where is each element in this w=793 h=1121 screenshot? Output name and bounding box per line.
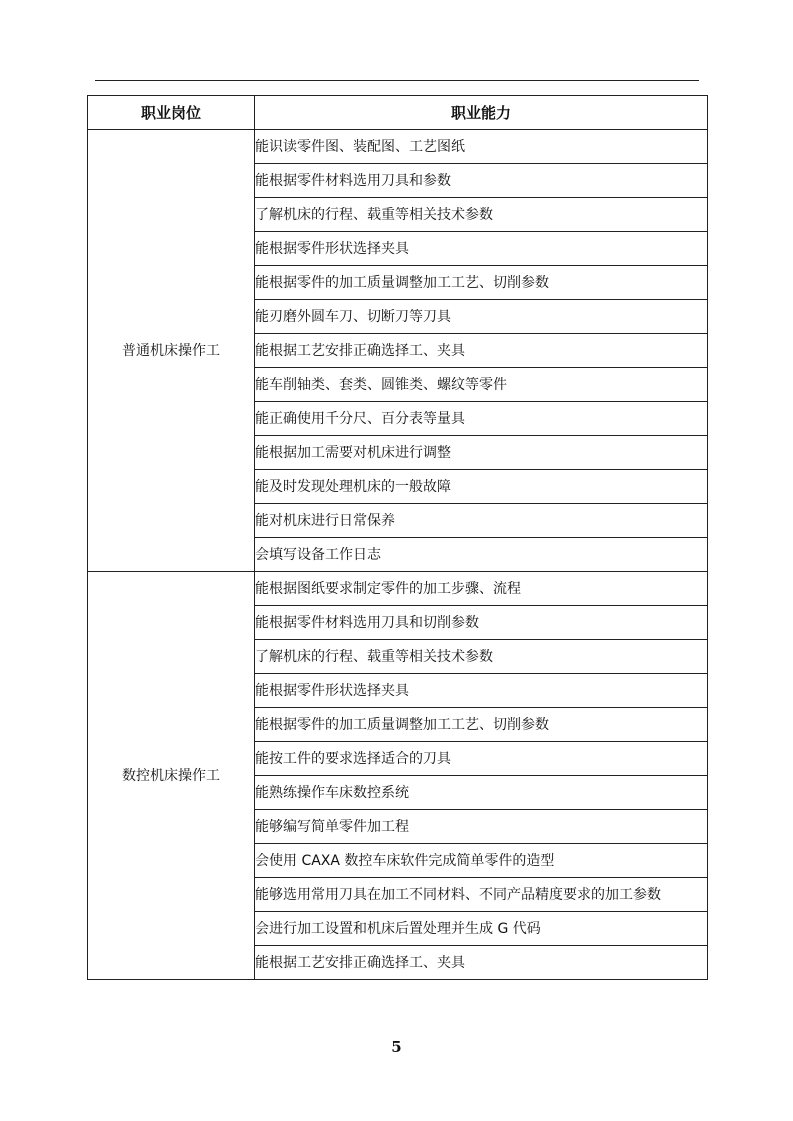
position-cell-cnc-machine-operator: 数控机床操作工 bbox=[88, 572, 255, 980]
ability-cell: 能根据零件材料选用刀具和参数 bbox=[255, 164, 708, 198]
table-header-row bbox=[88, 96, 708, 130]
ability-cell: 会使用 CAXA 数控车床软件完成简单零件的造型 bbox=[255, 844, 708, 878]
ability-cell: 了解机床的行程、载重等相关技术参数 bbox=[255, 640, 708, 674]
table-row bbox=[88, 572, 708, 606]
ability-cell: 能车削轴类、套类、圆锥类、螺纹等零件 bbox=[255, 368, 708, 402]
header-ability: 职业能力 bbox=[255, 96, 708, 130]
position-cell-general-machine-operator: 普通机床操作工 bbox=[88, 130, 255, 572]
career-ability-table bbox=[87, 95, 708, 980]
ability-cell: 能根据零件形状选择夹具 bbox=[255, 674, 708, 708]
ability-cell: 能根据工艺安排正确选择工、夹具 bbox=[255, 946, 708, 980]
ability-cell: 能对机床进行日常保养 bbox=[255, 504, 708, 538]
page-number: 5 bbox=[391, 1038, 402, 1056]
ability-cell: 能刃磨外圆车刀、切断刀等刀具 bbox=[255, 300, 708, 334]
ability-cell: 能根据零件的加工质量调整加工工艺、切削参数 bbox=[255, 708, 708, 742]
header-position: 职业岗位 bbox=[88, 96, 255, 130]
ability-cell: 了解机床的行程、载重等相关技术参数 bbox=[255, 198, 708, 232]
ability-cell: 能根据零件的加工质量调整加工工艺、切削参数 bbox=[255, 266, 708, 300]
ability-cell: 能够选用常用刀具在加工不同材料、不同产品精度要求的加工参数 bbox=[255, 878, 708, 912]
ability-cell: 能根据加工需要对机床进行调整 bbox=[255, 436, 708, 470]
ability-cell: 能正确使用千分尺、百分表等量具 bbox=[255, 402, 708, 436]
ability-cell: 能及时发现处理机床的一般故障 bbox=[255, 470, 708, 504]
ability-cell: 能根据零件材料选用刀具和切削参数 bbox=[255, 606, 708, 640]
ability-cell: 会填写设备工作日志 bbox=[255, 538, 708, 572]
header-rule bbox=[95, 80, 699, 81]
ability-cell: 能识读零件图、装配图、工艺图纸 bbox=[255, 130, 708, 164]
ability-cell: 能够编写简单零件加工程 bbox=[255, 810, 708, 844]
ability-cell: 能按工件的要求选择适合的刀具 bbox=[255, 742, 708, 776]
ability-cell: 能根据工艺安排正确选择工、夹具 bbox=[255, 334, 708, 368]
ability-cell: 能根据零件形状选择夹具 bbox=[255, 232, 708, 266]
ability-cell: 能根据图纸要求制定零件的加工步骤、流程 bbox=[255, 572, 708, 606]
table-row bbox=[88, 130, 708, 164]
ability-cell: 能熟练操作车床数控系统 bbox=[255, 776, 708, 810]
ability-cell: 会进行加工设置和机床后置处理并生成 G 代码 bbox=[255, 912, 708, 946]
